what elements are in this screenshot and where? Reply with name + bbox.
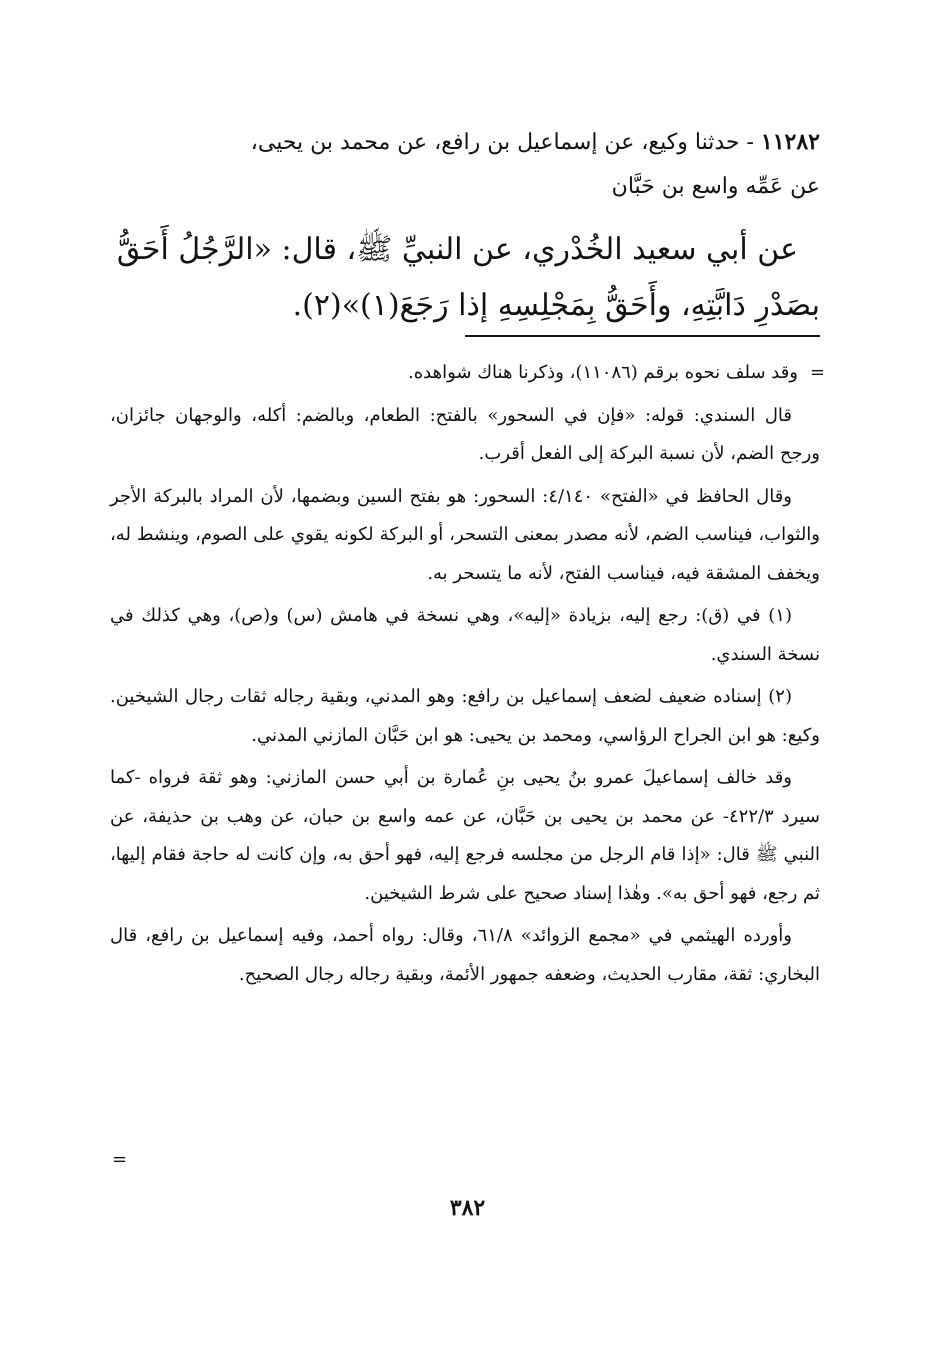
isnad-line-2: عن عَمِّه واسع بن حَبَّان: [611, 174, 820, 199]
footnote-prev-note: وقد سلف نحوه برقم (١١٠٨٦)، وذكرنا هناك شواهده.: [408, 362, 798, 383]
hadith-matn: [110, 222, 820, 334]
footnote-haythami: وأورده الهيثمي في «مجمع الزوائد» ٦١/٨، وقال: رواه أحمد، وفيه إسماعيل بن رافع، قال البخاري: ثقة، مقارب الحديث، وضعفه جمهور الأئمة، وبقية رجاله رجال الصحيح.: [110, 925, 820, 985]
continuation-marker-end: =: [112, 1149, 128, 1170]
footnote-separator: [465, 335, 820, 337]
hadith-number: ١١٢٨٢: [760, 129, 820, 155]
hadith-isnad: [110, 120, 820, 209]
footnote-2: (٢) إسناده ضعيف لضعف إسماعيل بن رافع: وهو المدني، وبقية رجاله ثقات رجال الشيخين. وكيع: هو ابن الجراح الرؤاسي، ومحمد بن يحيى: هو ابن حَبَّان المازني المدني.: [110, 686, 820, 746]
footnote-hafiz: وقال الحافظ في «الفتح» ٤/١٤٠: السحور: هو بفتح السين وبضمها، لأن المراد بالبركة الأجر والثواب، فيناسب الضم، لأنه مصدر بمعنى التسحر، أو البركة لكونه يقوي على الصوم، وينشط له، ويخفف المشقة فيه، فيناسب الفتح، لأنه ما يتسحر به.: [110, 485, 820, 584]
matn-line-2: بصَدْرِ دَابَّتِهِ، وأَحَقُّ بِمَجْلِسِهِ إذا رَجَعَ(١)»(٢).: [292, 288, 820, 323]
isnad-line-1: - حدثنا وكيع، عن إسماعيل بن رافع، عن محمد بن يحيى،: [250, 130, 754, 155]
footnotes: [110, 354, 820, 994]
matn-line-1: عن أبي سعيد الخُدْري، عن النبيِّ ﷺ، قال: «الرَّجُلُ أَحَقُّ: [116, 232, 798, 267]
page-number: ٣٨٢: [449, 1195, 486, 1221]
continuation-marker: =: [809, 362, 825, 383]
footnote-1: (١) في (ق): رجع إليه، بزيادة «إليه»، وهي نسخة في هامش (س) و(ص)، وهي كذلك في نسخة السندي.: [110, 605, 820, 665]
footnote-khalafa: وقد خالف إسماعيلَ عمرو بنُ يحيى بنِ عُمارة بن أبي حسن المازني: وهو ثقة فرواه -كما سيرد ٤٢٢/٣- عن محمد بن يحيى بن حَبَّان، عن عمه واسع بن حبان، عن وهب بن حذيفة، عن النبي ﷺ قال: «إذا قام الرجل من مجلسه فرجع إليه، فهو أحق به، وإن كانت له حاجة فقام إليها، ثم رجع، فهو أحق به». وهٰذا إسناد صحيح على شرط الشيخين.: [110, 767, 820, 904]
footnote-sindi: قال السندي: قوله: «فإن في السحور» بالفتح: الطعام، وبالضم: أكله، والوجهان جائزان، ورجح الضم، لأن نسبة البركة إلى الفعل أقرب.: [110, 404, 820, 464]
